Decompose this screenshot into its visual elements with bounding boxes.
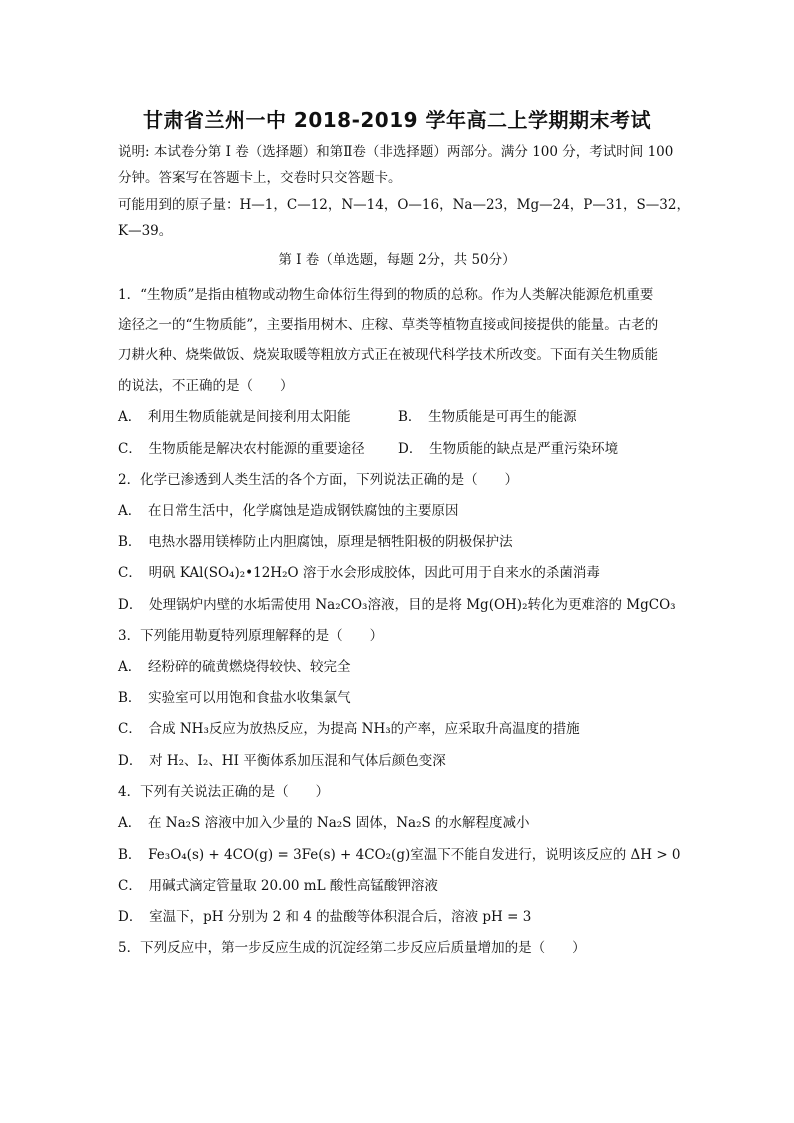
question-2-option-a: A． 在日常生活中，化学腐蚀是造成钢铁腐蚀的主要原因 <box>118 503 459 519</box>
question-1-option-c: C． 生物质能是解决农村能源的重要途径 <box>118 441 365 457</box>
intro-line: 可能用到的原子量：H—1，C—12，N—14，O—16，Na—23，Mg—24，P—31，S—32， <box>118 197 690 213</box>
question-5-stem: 5．下列反应中，第一步反应生成的沉淀经第二步反应后质量增加的是（ ） <box>118 940 586 956</box>
section-heading: 第 I 卷（单选题，每题 2分，共 50分） <box>278 252 516 268</box>
question-3-option-a: A． 经粉碎的硫黄燃烧得较快、较完全 <box>118 659 351 675</box>
question-1-stem-line: 1．“生物质”是指由植物或动物生命体衍生得到的物质的总称。作为人类解决能源危机重要 <box>118 287 654 303</box>
question-3-stem: 3．下列能用勒夏特列原理解释的是（ ） <box>118 628 384 644</box>
question-2-option-d: D． 处理锅炉内壁的水垢需使用 Na₂CO₃溶液，目的是将 Mg(OH)₂转化为更难溶的 MgCO₃ <box>118 597 676 613</box>
question-1-option-d: D． 生物质能的缺点是严重污染环境 <box>398 441 619 457</box>
question-4-option-c: C． 用碱式滴定管量取 20.00 mL 酸性高锰酸钾溶液 <box>118 878 438 894</box>
intro-line: 说明: 本试卷分第 I 卷（选择题）和第Ⅱ卷（非选择题）两部分。满分 100 分，考试时间 100 <box>118 144 674 160</box>
question-1-option-a: A． 利用生物质能就是间接利用太阳能 <box>118 409 351 425</box>
question-4-option-b: B． Fe₃O₄(s) + 4CO(g) = 3Fe(s) + 4CO₂(g)室温下不能自发进行，说明该反应的 ΔH > 0 <box>118 847 681 863</box>
question-3-option-c: C． 合成 NH₃反应为放热反应，为提高 NH₃的产率，应采取升高温度的措施 <box>118 721 580 737</box>
question-4-option-a: A． 在 Na₂S 溶液中加入少量的 Na₂S 固体，Na₂S 的水解程度减小 <box>118 815 530 831</box>
question-4-option-d: D． 室温下，pH 分别为 2 和 4 的盐酸等体积混合后，溶液 pH = 3 <box>118 909 532 925</box>
question-1-stem-line: 刀耕火种、烧柴做饭、烧炭取暖等粗放方式正在被现代科学技术所改变。下面有关生物质能 <box>118 347 658 363</box>
question-1-option-b: B． 生物质能是可再生的能源 <box>398 409 577 425</box>
intro-line: K—39。 <box>118 223 173 239</box>
question-1-stem-line: 途径之一的“生物质能”，主要指用树木、庄稼、草类等植物直接或间接提供的能量。古老的 <box>118 317 659 333</box>
intro-line: 分钟。答案写在答题卡上，交卷时只交答题卡。 <box>118 170 402 186</box>
question-3-option-b: B． 实验室可以用饱和食盐水收集氯气 <box>118 690 351 706</box>
question-3-option-d: D． 对 H₂、I₂、HI 平衡体系加压混和气体后颜色变深 <box>118 753 446 769</box>
exam-title: 甘肃省兰州一中 2018-2019 学年高二上学期期末考试 <box>142 108 652 132</box>
question-2-stem: 2．化学已渗透到人类生活的各个方面，下列说法正确的是（ ） <box>118 472 519 488</box>
question-2-option-c: C． 明矾 KAl(SO₄)₂•12H₂O 溶于水会形成胶体，因此可用于自来水的杀菌消毒 <box>118 565 600 581</box>
question-4-stem: 4．下列有关说法正确的是（ ） <box>118 784 330 800</box>
question-1-stem-line: 的说法，不正确的是（ ） <box>118 378 294 394</box>
question-2-option-b: B． 电热水器用镁棒防止内胆腐蚀，原理是牺牲阳极的阴极保护法 <box>118 534 513 550</box>
